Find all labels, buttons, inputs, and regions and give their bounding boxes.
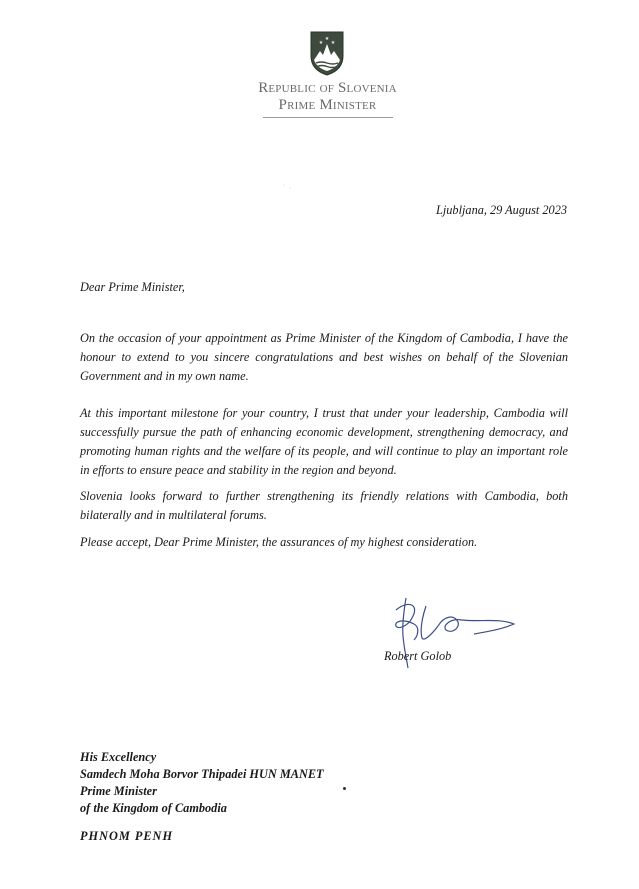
salutation: Dear Prime Minister,: [80, 280, 185, 294]
addressee-country: of the Kingdom of Cambodia: [80, 801, 227, 815]
letterhead-rule: [263, 117, 393, 118]
paper-speck: ·: [289, 186, 291, 192]
signer-name: Robert Golob: [384, 649, 452, 663]
svg-text:★: ★: [318, 40, 324, 46]
svg-text:★: ★: [324, 36, 330, 42]
slovenia-coat-of-arms-icon: [309, 30, 345, 76]
addressee-city: PHNOM PENH: [80, 829, 174, 843]
body-paragraph: Slovenia looks forward to further strengthening its friendly relations with Cambodia, both bilaterally and in multilateral forums.: [80, 489, 568, 522]
letterhead: [230, 80, 425, 118]
paper-mark: [343, 787, 346, 790]
body-paragraph: On the occasion of your appointment as Prime Minister of the Kingdom of Cambodia, I have the honour to extend to you sincere congratulations and best wishes on behalf of the Slovenian Government and in my own name.: [80, 331, 568, 383]
letter-date: Ljubljana, 29 August 2023: [436, 203, 567, 217]
closing-paragraph: Please accept, Dear Prime Minister, the assurances of my highest consideration.: [80, 535, 478, 549]
handwritten-signature-icon: [388, 596, 518, 676]
addressee-title: Prime Minister: [80, 784, 157, 798]
letterhead-office: Prime Minister: [278, 97, 377, 113]
body-paragraph: At this important milestone for your country, I trust that under your leadership, Cambodia will successfully pursue the path of enhancing economic development, strengthening democracy, and promoting human rights and the welfare of its people, and will continue to play an important role in efforts to ensure peace and stability in the region and beyond.: [80, 406, 568, 477]
letterhead-country: Republic of Slovenia: [258, 80, 397, 96]
addressee-block: [80, 749, 324, 817]
svg-text:★: ★: [330, 40, 336, 46]
addressee-honorific: His Excellency: [80, 750, 157, 764]
paper-speck: ·: [283, 183, 285, 189]
addressee-name: Samdech Moha Borvor Thipadei HUN MANET: [80, 767, 324, 781]
